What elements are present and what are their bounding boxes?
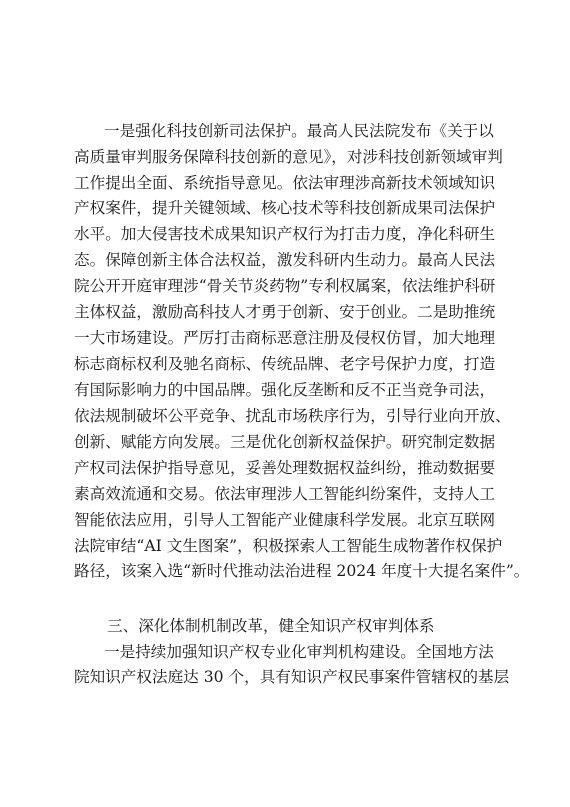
paragraph-line: 依法规制破坏公平竞争、扰乱市场秩序行为，引导行业向开放、 bbox=[74, 407, 511, 425]
paragraph-line: 产权司法保护指导意见，妥善处理数据权益纠纷，推动数据要 bbox=[74, 459, 496, 477]
paragraph-line: 有国际影响力的中国品牌。强化反垄断和反不正当竞争司法， bbox=[74, 381, 496, 399]
paragraph-line: 标志商标权利及驰名商标、传统品牌、老字号保护力度，打造 bbox=[74, 355, 496, 373]
paragraph-line: 创新、赋能方向发展。三是优化创新权益保护。研究制定数据 bbox=[74, 433, 496, 451]
paragraph-line: 产权案件，提升关键领域、核心技术等科技创新成果司法保护 bbox=[74, 199, 496, 217]
paragraph-line: 院公开开庭审理涉“骨关节炎药物”专利权属案，依法维护科研 bbox=[74, 277, 496, 295]
paragraph-line: 院知识产权法庭达 30 个，具有知识产权民事案件管辖权的基层 bbox=[74, 668, 510, 686]
paragraph-line: 一大市场建设。严厉打击商标恶意注册及侵权仿冒，加大地理 bbox=[74, 329, 496, 347]
paragraph-line: 一是持续加强知识产权专业化审判机构建设。全国地方法 bbox=[104, 643, 494, 661]
paragraph-line: 一是强化科技创新司法保护。最高人民法院发布《关于以 bbox=[104, 122, 494, 140]
paragraph-line: 态。保障创新主体合法权益，激发科研内生动力。最高人民法 bbox=[74, 251, 496, 269]
paragraph-line: 智能依法应用，引导人工智能产业健康科学发展。北京互联网 bbox=[74, 511, 496, 529]
paragraph-line: 工作提出全面、系统指导意见。依法审理涉高新技术领域知识 bbox=[74, 174, 496, 192]
paragraph-line: 素高效流通和交易。依法审理涉人工智能纠纷案件，支持人工 bbox=[74, 485, 496, 503]
paragraph-line: 水平。加大侵害技术成果知识产权行为打击力度，净化科研生 bbox=[74, 225, 496, 243]
section-heading: 三、深化体制机制改革，健全知识产权审判体系 bbox=[107, 617, 435, 635]
paragraph-line: 高质量审判服务保障科技创新的意见》，对涉科技创新领域审判 bbox=[74, 148, 503, 166]
paragraph-line: 路径，该案入选“新时代推动法治进程 2024 年度十大提名案件”。 bbox=[74, 562, 530, 580]
paragraph-line: 主体权益，激励高科技人才勇于创新、安于创业。二是助推统 bbox=[74, 303, 496, 321]
paragraph-line: 法院审结“AI 文生图案”，积极探索人工智能生成物著作权保护 bbox=[74, 537, 503, 555]
